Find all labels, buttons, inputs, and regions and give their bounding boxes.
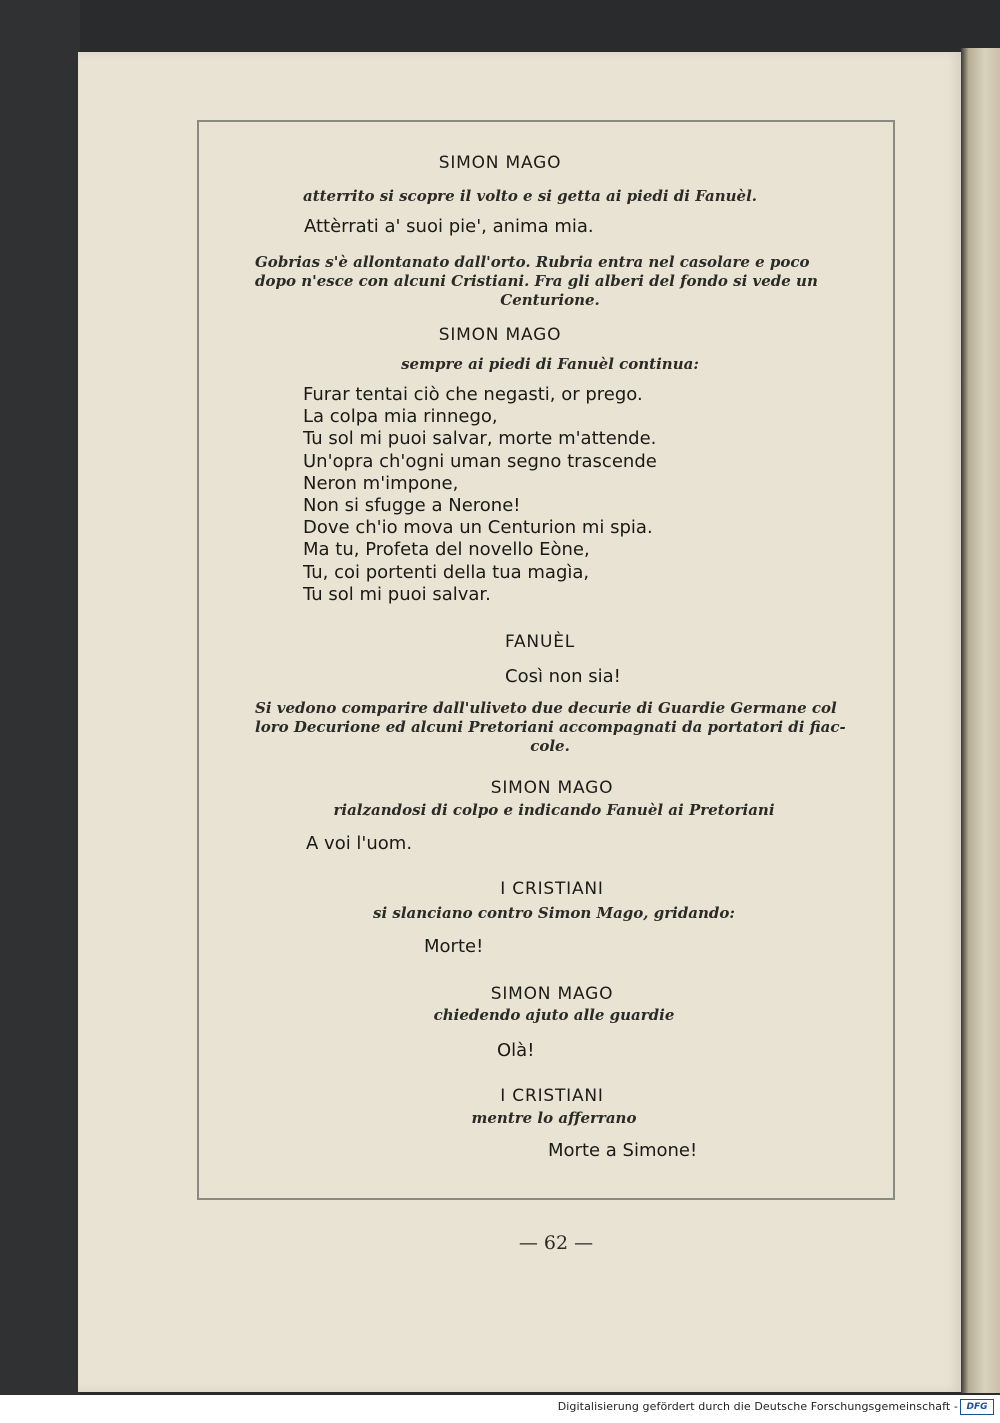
stage-direction-block-2 <box>255 699 845 756</box>
verse-line: Tu sol mi puoi salvar. <box>303 583 491 605</box>
stage-line: Si vedono comparire dall'uliveto due decurie di Guardie Germane col <box>255 699 837 717</box>
verse-line-5: Olà! <box>497 1040 535 1061</box>
verse-line: Tu, coi portenti della tua magìa, <box>303 561 590 583</box>
verse-line-4: Morte! <box>424 936 484 957</box>
verse-stanza <box>303 384 657 606</box>
stage-direction-1: atterrito si scopre il volto e si getta ai piedi di Fanuèl. <box>302 187 758 205</box>
verse-line-1: Attèrrati a' suoi pie', anima mia. <box>304 216 594 237</box>
stage-line: loro Decurione ed alcuni Pretoriani accompagnati da portatori di fiac- <box>255 718 846 736</box>
speaker-simon-mago-1: SIMON MAGO <box>438 153 562 173</box>
footer-credit-text: Digitalisierung gefördert durch die Deutsche Forschungsgemeinschaft - <box>557 1400 958 1413</box>
speaker-simon-mago-3: SIMON MAGO <box>490 778 614 798</box>
verse-line: Tu sol mi puoi salvar, morte m'attende. <box>303 428 657 450</box>
speaker-simon-mago-2: SIMON MAGO <box>438 325 562 345</box>
verse-line: Un'opra ch'ogni uman segno trascende <box>303 450 657 472</box>
stage-direction-3: rialzandosi di colpo e indicando Fanuèl ai Pretoriani <box>333 801 775 819</box>
stage-direction-2: sempre ai piedi di Fanuèl continua: <box>401 355 699 373</box>
verse-line: Furar tentai ciò che negasti, or prego. <box>303 384 643 405</box>
stage-direction-5: chiedendo ajuto alle guardie <box>433 1006 675 1024</box>
speaker-i-cristiani-2: I CRISTIANI <box>500 1086 604 1106</box>
verse-line: Ma tu, Profeta del novello Eòne, <box>303 539 590 561</box>
stage-line: Centurione. <box>500 291 600 309</box>
stage-line: cole. <box>530 737 570 755</box>
scan-background-left <box>0 0 80 1395</box>
dfg-logo-icon: DFG <box>960 1399 994 1415</box>
verse-line: Non si sfugge a Nerone! <box>303 495 521 517</box>
verse-line: Dove ch'io mova un Centurion mi spia. <box>303 517 653 539</box>
verse-line-6: Morte a Simone! <box>548 1140 698 1161</box>
stage-direction-6: mentre lo afferrano <box>471 1109 637 1127</box>
stage-direction-block-1 <box>255 253 845 310</box>
speaker-i-cristiani-1: I CRISTIANI <box>500 879 604 899</box>
speaker-simon-mago-4: SIMON MAGO <box>490 984 614 1004</box>
verse-line: La colpa mia rinnego, <box>303 406 498 428</box>
stage-line: dopo n'esce con alcuni Cristiani. Fra gli alberi del fondo si vede un <box>255 272 818 290</box>
verse-line-2: Così non sia! <box>505 666 621 687</box>
stage-direction-4: si slanciano contro Simon Mago, gridando: <box>373 904 735 922</box>
stage-line: Gobrias s'è allontanato dall'orto. Rubria entra nel casolare e poco <box>255 253 810 271</box>
verse-line: Neron m'impone, <box>303 472 459 494</box>
speaker-fanuel: FANUÈL <box>504 632 576 652</box>
page-number: — 62 — <box>518 1232 594 1254</box>
verse-line-3: A voi l'uom. <box>306 833 413 854</box>
adjacent-page-edge <box>961 48 1000 1393</box>
